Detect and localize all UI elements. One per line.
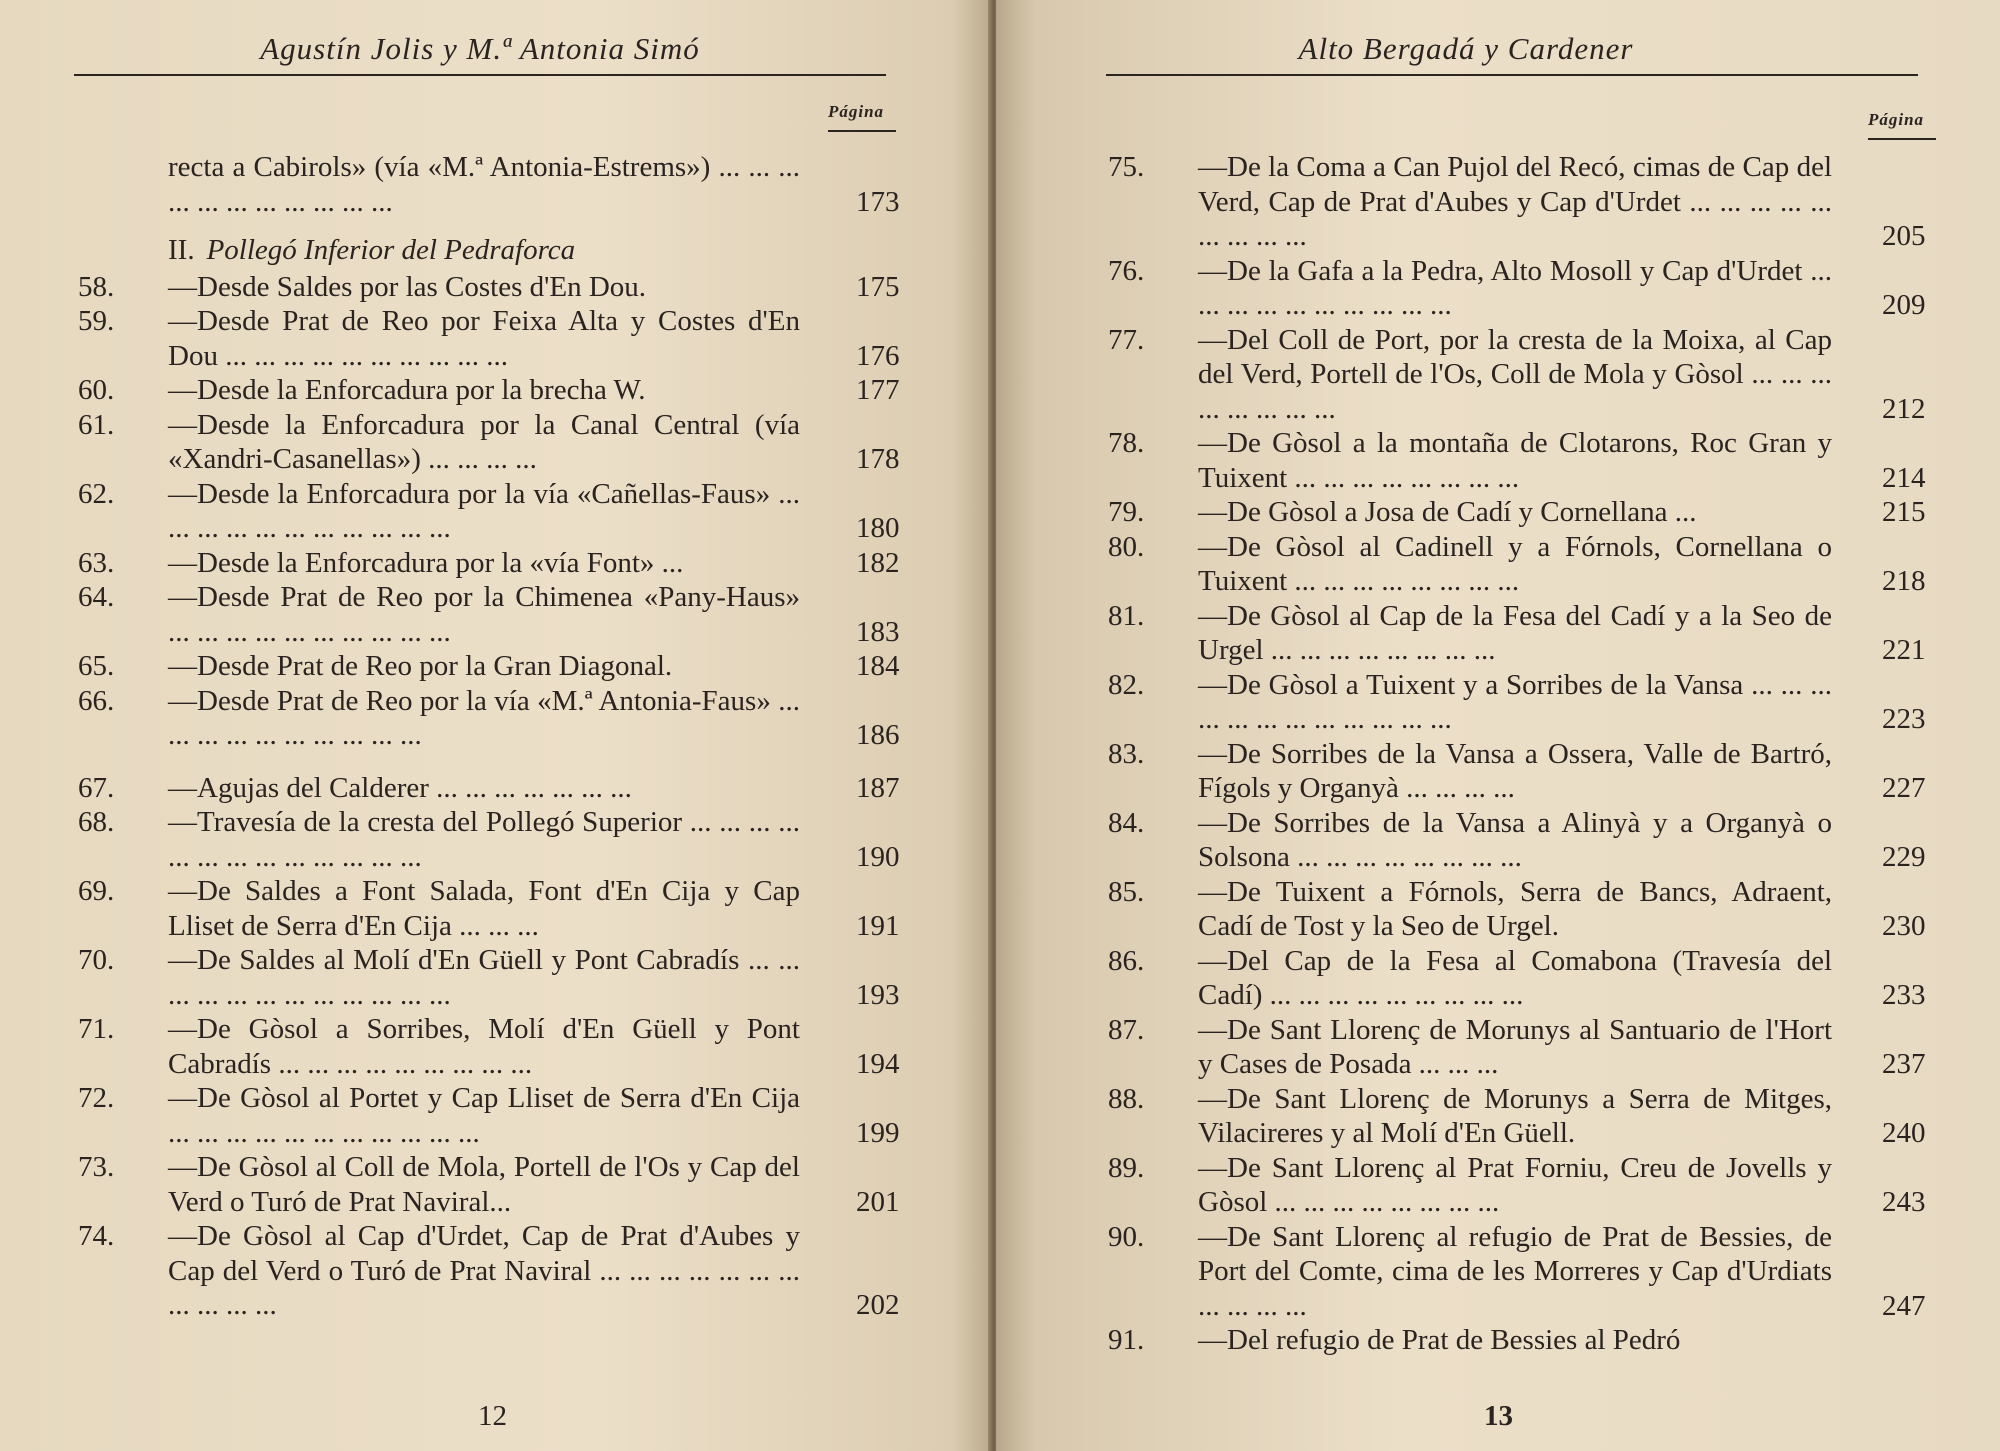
entry-page-number: 233	[1882, 979, 1926, 1011]
toc-entry	[78, 304, 918, 373]
entry-title: —Desde la Enforcadura por la vía «Cañellas-Faus» ... ... ... ... ... ... ... ... ... ... ...	[168, 477, 800, 544]
entry-number: 82.	[1108, 668, 1145, 701]
entry-number: 89.	[1108, 1151, 1145, 1184]
toc-entry	[1108, 254, 1948, 323]
toc-entry	[1108, 668, 1948, 737]
entry-number: 75.	[1108, 151, 1145, 183]
entry-number: 59.	[78, 305, 115, 337]
entry-title: —De Gòsol a Sorribes, Molí d'En Güell y Pont Cabradís ... ... ... ... ... ... ... ... ...	[168, 1013, 800, 1080]
entry-number: 78.	[1108, 427, 1145, 459]
entry-title: —De Tuixent a Fórnols, Serra de Bancs, Adraent, Cadí de Tost y la Seo de Urgel.	[1198, 875, 1832, 942]
toc-entry	[1108, 737, 1948, 806]
entry-page-number: 191	[856, 909, 900, 942]
page-column-label: Página	[828, 102, 896, 132]
entry-page-number: 243	[1882, 1186, 1926, 1218]
entry-page-number: 173	[856, 185, 900, 218]
entry-title: —Desde la Enforcadura por la «vía Font» ...	[168, 546, 684, 579]
entry-title: —Del Cap de la Fesa al Comabona (Travesía del Cadí) ... ... ... ... ... ... ... ... ...	[1198, 944, 1832, 1011]
toc-entry	[78, 1012, 918, 1081]
entry-title: —De la Gafa a la Pedra, Alto Mosoll y Cap d'Urdet ... ... ... ... ... ... ... ... ... ...	[1198, 254, 1832, 321]
entry-title: —De la Coma a Can Pujol del Recó, cimas de Cap del Verd, Cap de Prat d'Aubes y Cap d'Urdet ... ... ... ... ... ... ... ... ...	[1198, 151, 1832, 252]
entry-page-number: 190	[856, 840, 900, 873]
entry-title: —Desde la Enforcadura por la Canal Central (vía «Xandri-Casanellas») ... ... ... ...	[168, 408, 800, 475]
entry-title: —De Gòsol al Cap d'Urdet, Cap de Prat d'Aubes y Cap del Verd o Turó de Prat Naviral ... ... ... ... ... ... ... ... ... ... ...	[168, 1220, 800, 1321]
toc-entry	[78, 805, 918, 874]
toc-entry	[78, 270, 918, 305]
entry-page-number: 237	[1882, 1048, 1926, 1080]
entry-page-number: 214	[1882, 461, 1926, 494]
entry-title: —De Sant Llorenç al Prat Forniu, Creu de Jovells y Gòsol ... ... ... ... ... ... ... ...	[1198, 1151, 1832, 1218]
entry-page-number: 247	[1882, 1289, 1926, 1322]
entry-number: 72.	[78, 1082, 115, 1114]
entry-page-number: 176	[856, 339, 900, 372]
entry-title: —De Gòsol al Cap de la Fesa del Cadí y a la Seo de Urgel ... ... ... ... ... ... ... ...	[1198, 599, 1832, 666]
entry-title: —De Sorribes de la Vansa a Alinyà y a Organyà o Solsona ... ... ... ... ... ... ... ...	[1198, 806, 1832, 873]
entry-page-number: 178	[856, 443, 900, 475]
toc-entry	[1108, 1082, 1948, 1151]
entry-title: —Del Coll de Port, por la cresta de la Moixa, al Cap del Verd, Portell de l'Os, Coll de Mola y Gòsol ... ... ... ... ... ... ... ...	[1198, 323, 1832, 425]
entry-page-number: 240	[1882, 1117, 1926, 1149]
entry-number: 68.	[78, 806, 115, 838]
entry-number: 83.	[1108, 737, 1145, 770]
entry-number: 71.	[78, 1013, 115, 1045]
toc-entry	[78, 684, 918, 753]
entry-page-number: 193	[856, 978, 900, 1011]
entry-number: 66.	[78, 684, 115, 717]
entry-title: —De Gòsol a Josa de Cadí y Cornellana ...	[1198, 496, 1697, 528]
toc-entry	[78, 408, 918, 477]
entry-title: —Desde Prat de Reo por la Gran Diagonal.	[168, 650, 673, 682]
entry-page-number: 187	[856, 771, 900, 804]
section-title: Pollegó Inferior del Pedraforca	[206, 234, 576, 266]
toc-entry	[1108, 875, 1948, 944]
entry-number: 79.	[1108, 496, 1145, 528]
entry-number: 87.	[1108, 1013, 1145, 1046]
toc-entry	[1108, 806, 1948, 875]
toc-entry	[78, 943, 918, 1012]
entry-title: —Desde Prat de Reo por la vía «M.ª Antonia-Faus» ... ... ... ... ... ... ... ... ... ...	[168, 684, 800, 751]
toc-entry	[1108, 426, 1948, 495]
entry-title: —De Gòsol al Cadinell y a Fórnols, Cornellana o Tuixent ... ... ... ... ... ... ... ...	[1198, 530, 1832, 597]
running-head-right	[1106, 26, 1918, 76]
entry-number: 77.	[1108, 323, 1145, 356]
entry-title: —Del refugio de Prat de Bessies al Pedró	[1198, 1324, 1681, 1356]
table-of-contents-right	[1108, 150, 1948, 1358]
entry-title: —De Sant Llorenç de Morunys a Serra de Mitges, Vilacireres y al Molí d'En Güell.	[1198, 1082, 1832, 1149]
entry-number: 65.	[78, 650, 115, 682]
page-number-left: 12	[478, 1400, 507, 1432]
entry-title: —Desde Saldes por las Costes d'En Dou.	[168, 270, 647, 303]
entry-page-number: 205	[1882, 220, 1926, 252]
entry-number: 63.	[78, 546, 115, 579]
entry-page-number: 221	[1882, 634, 1926, 666]
entry-page-number: 227	[1882, 772, 1926, 804]
entry-number: 69.	[78, 875, 115, 907]
entry-number: 70.	[78, 944, 115, 976]
toc-entry	[78, 1081, 918, 1150]
toc-entry	[1108, 150, 1948, 254]
toc-entry	[78, 771, 918, 806]
entry-page-number: 182	[856, 546, 900, 579]
entry-number: 76.	[1108, 254, 1145, 287]
entry-page-number: 230	[1882, 910, 1926, 942]
entry-title: —De Gòsol a la montaña de Clotarons, Roc Gran y Tuixent ... ... ... ... ... ... ... ...	[1198, 427, 1832, 494]
entry-title: —De Saldes a Font Salada, Font d'En Cija y Cap Lliset de Serra d'En Cija ... ... ...	[168, 875, 800, 942]
entry-number: 60.	[78, 374, 115, 406]
entry-page-number: 218	[1882, 565, 1926, 597]
entry-number: 86.	[1108, 944, 1145, 977]
toc-entry	[78, 580, 918, 649]
entry-title: —Desde Prat de Reo por la Chimenea «Pany-Haus» ... ... ... ... ... ... ... ... ... ...	[168, 581, 800, 648]
entry-page-number: 184	[856, 650, 900, 682]
page-number-right: 13	[1484, 1400, 1513, 1432]
toc-entry	[1108, 323, 1948, 427]
entry-number: 84.	[1108, 806, 1145, 839]
entry-number: 67.	[78, 771, 115, 804]
entry-number: 88.	[1108, 1082, 1145, 1115]
entry-page-number: 194	[856, 1047, 900, 1080]
toc-entry	[1108, 1013, 1948, 1082]
entry-title: —De Sorribes de la Vansa a Ossera, Valle de Bartró, Fígols y Organyà ... ... ... ...	[1198, 737, 1832, 804]
entry-title: —Agujas del Calderer ... ... ... ... ... ... ...	[168, 771, 632, 804]
entry-page-number: 229	[1882, 841, 1926, 873]
entry-number: 64.	[78, 581, 115, 613]
toc-entry	[78, 546, 918, 581]
toc-entry	[1108, 1220, 1948, 1324]
entry-page-number: 186	[856, 719, 900, 751]
entry-number: 61.	[78, 408, 115, 441]
entry-number: 85.	[1108, 875, 1145, 908]
entry-page-number: 223	[1882, 703, 1926, 735]
entry-title: —Travesía de la cresta del Pollegó Superior ... ... ... ... ... ... ... ... ... ... ... ... ...	[168, 806, 800, 873]
entry-title: recta a Cabirols» (vía «M.ª Antonia-Estrems») ... ... ... ... ... ... ... ... ... ... ...	[168, 151, 800, 218]
entry-title: —Desde Prat de Reo por Feixa Alta y Costes d'En Dou ... ... ... ... ... ... ... ... ... ...	[168, 305, 800, 372]
toc-entry	[78, 1150, 918, 1219]
entry-number: 58.	[78, 270, 115, 303]
right-page	[996, 0, 2000, 1451]
entry-number: 74.	[78, 1220, 115, 1252]
toc-entry	[78, 874, 918, 943]
entry-title: —De Saldes al Molí d'En Güell y Pont Cabradís ... ... ... ... ... ... ... ... ... ... ... ...	[168, 944, 800, 1011]
toc-entry	[1108, 599, 1948, 668]
entry-number: 80.	[1108, 530, 1145, 563]
running-head-text: Agustín Jolis y M.ª Antonia Simó	[260, 31, 700, 66]
section-heading	[78, 233, 918, 268]
entry-number: 73.	[78, 1151, 115, 1183]
entry-page-number: 215	[1882, 496, 1926, 528]
toc-entry	[78, 649, 918, 684]
entry-number: 91.	[1108, 1324, 1145, 1356]
entry-title: —De Sant Llorenç al refugio de Prat de Bessies, de Port del Comte, cima de les Morreres y Cap d'Urdiats ... ... ... ...	[1198, 1220, 1832, 1322]
section-number: II.	[168, 234, 195, 266]
entry-title: —De Gòsol a Tuixent y a Sorribes de la Vansa ... ... ... ... ... ... ... ... ... ... ... ...	[1198, 668, 1832, 735]
entry-title: —De Gòsol al Coll de Mola, Portell de l'Os y Cap del Verd o Turó de Prat Naviral...	[168, 1151, 800, 1218]
toc-entry	[78, 373, 918, 408]
running-head-left	[74, 26, 886, 76]
entry-page-number: 177	[856, 374, 900, 406]
entry-title: —De Gòsol al Portet y Cap Lliset de Serra d'En Cija ... ... ... ... ... ... ... ... ... ... ...	[168, 1082, 800, 1149]
toc-entry	[1108, 1323, 1948, 1358]
entry-title: —Desde la Enforcadura por la brecha W.	[168, 374, 646, 406]
entry-number: 90.	[1108, 1220, 1145, 1253]
running-head-text: Alto Bergadá y Cardener	[1298, 31, 1634, 66]
toc-entry	[1108, 1151, 1948, 1220]
entry-page-number: 183	[856, 615, 900, 648]
entry-page-number: 201	[856, 1185, 900, 1218]
entry-number: 62.	[78, 477, 115, 510]
toc-entry	[1108, 495, 1948, 530]
entry-title: —De Sant Llorenç de Morunys al Santuario de l'Hort y Cases de Posada ... ... ...	[1198, 1013, 1832, 1080]
entry-page-number: 199	[856, 1116, 900, 1149]
entry-page-number: 209	[1882, 289, 1926, 321]
entry-number: 81.	[1108, 599, 1145, 632]
toc-entry	[78, 150, 918, 219]
toc-entry	[1108, 944, 1948, 1013]
table-of-contents-left	[78, 150, 918, 1323]
entry-page-number: 180	[856, 512, 900, 544]
toc-entry	[1108, 530, 1948, 599]
toc-entry	[78, 477, 918, 546]
page-column-label: Página	[1868, 110, 1936, 140]
left-page	[0, 0, 992, 1451]
entry-page-number: 175	[856, 270, 900, 303]
entry-page-number: 212	[1882, 392, 1926, 425]
toc-entry	[78, 1219, 918, 1323]
entry-page-number: 202	[856, 1289, 900, 1321]
